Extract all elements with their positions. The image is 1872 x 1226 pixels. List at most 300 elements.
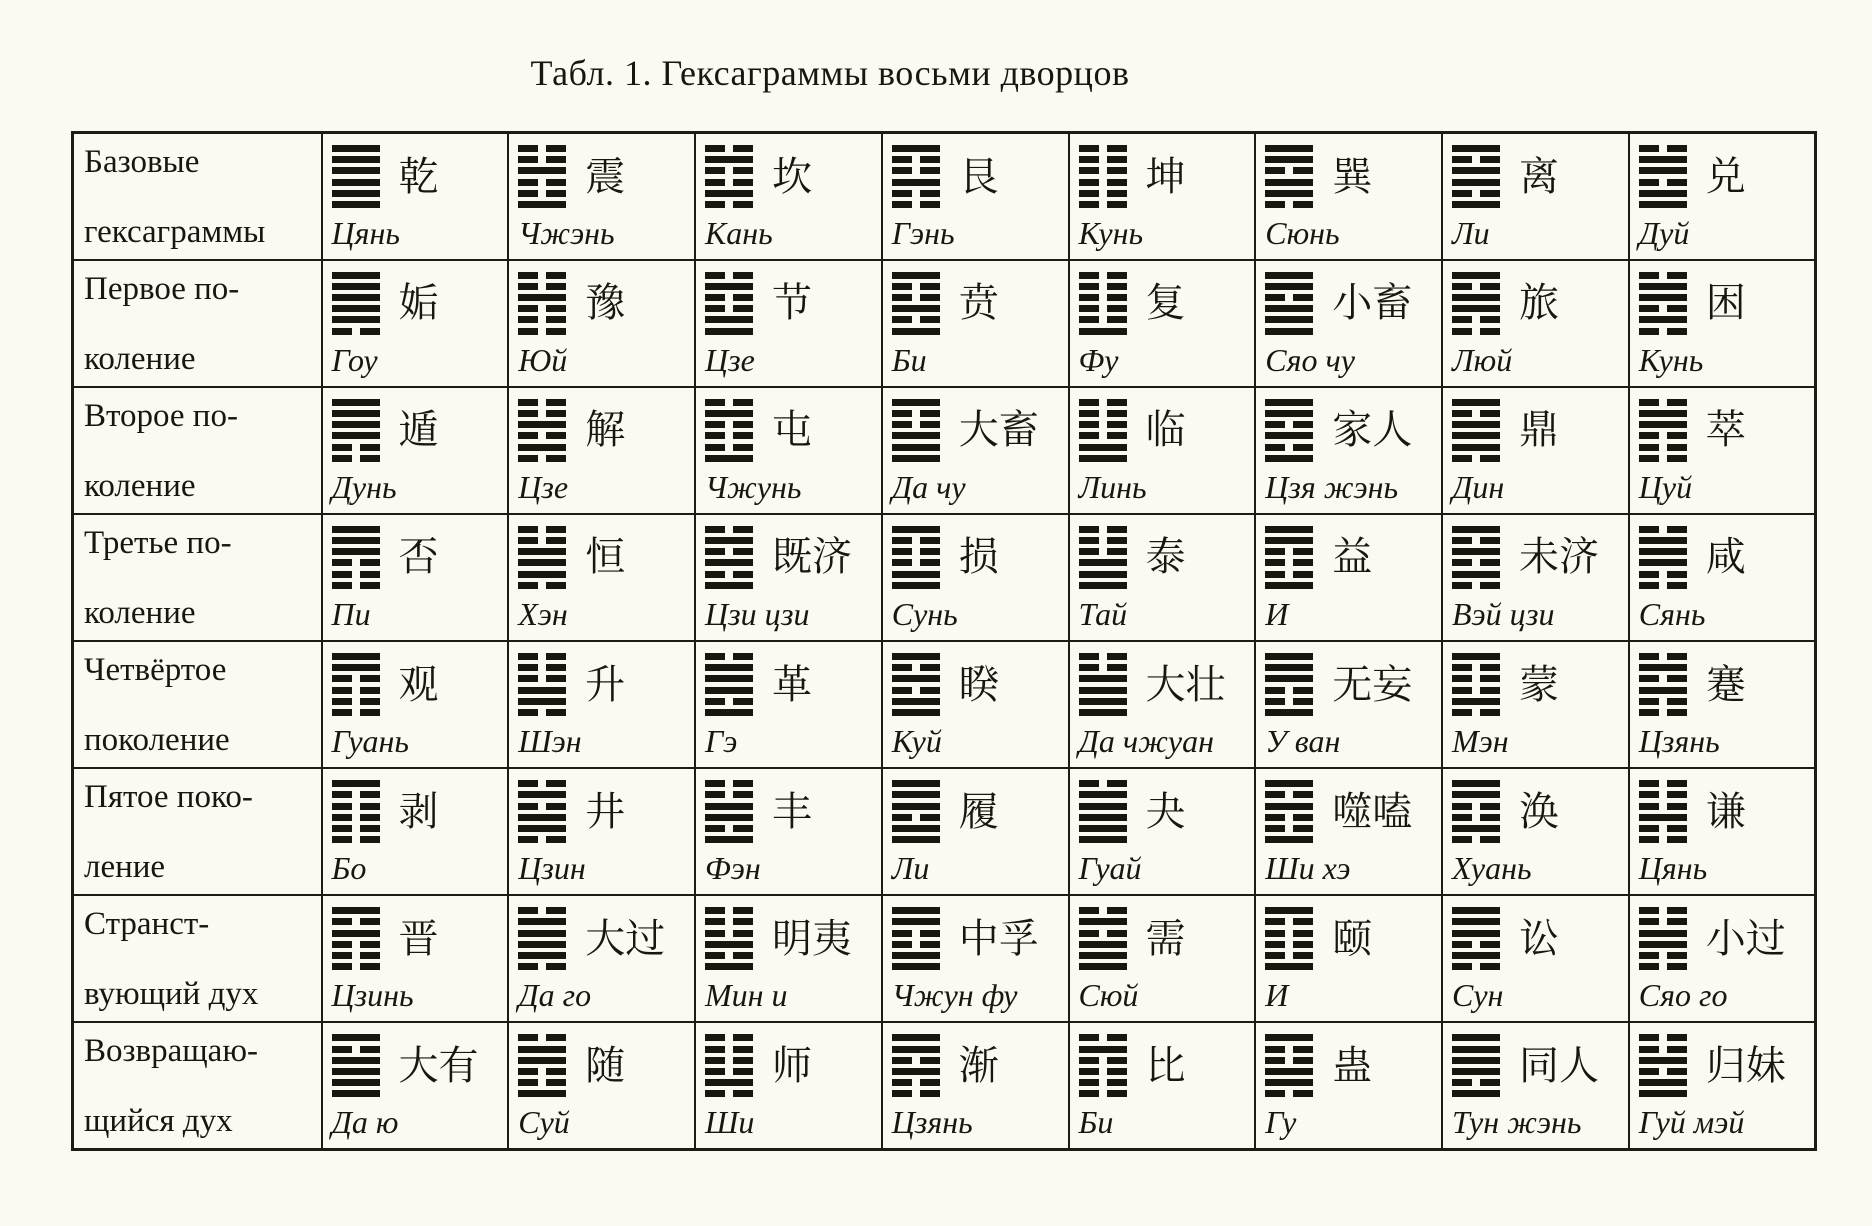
yang-line [705,410,753,417]
yang-line [1452,399,1500,406]
hexagram-cell [1629,895,1816,1022]
yin-segment [1667,963,1687,970]
yin-line [332,571,380,578]
yin-segment [1107,201,1127,208]
hexagram-hanzi: 坎 [772,153,812,200]
yin-line [705,294,753,301]
hexagram-cell [882,387,1069,514]
hexagram-symbol [892,653,940,716]
hexagram-hanzi: 无妄 [1332,661,1413,708]
yin-segment [892,410,912,417]
yin-segment [1639,444,1659,451]
yin-line [1452,410,1500,417]
yin-line [1639,305,1687,312]
yin-line [892,421,940,428]
yang-line [705,328,753,335]
yin-segment [546,537,566,544]
yin-segment [1265,1046,1285,1053]
yang-line [1079,836,1127,843]
yin-segment [1639,432,1659,439]
hexagram-cell [882,133,1069,260]
yang-line [332,548,380,555]
hexagram-cell [1069,260,1256,387]
yin-line [1639,145,1687,152]
hexagram-cell [508,1022,695,1149]
hexagram-cell-content [696,388,881,513]
yin-line [1639,1068,1687,1075]
yang-line [892,918,940,925]
hexagram-symbol [892,907,940,970]
yin-segment [1293,444,1313,451]
yin-line [332,825,380,832]
yin-segment [920,548,940,555]
hexagram-row [1452,1034,1624,1097]
yin-segment [920,156,940,163]
yang-line [892,907,940,914]
hexagram-cell-content [323,1023,508,1148]
yin-segment [733,167,753,174]
yin-segment [1107,548,1127,555]
hexagram-hanzi: 否 [398,534,439,581]
yin-segment [892,941,912,948]
yin-line [1079,907,1127,914]
yin-line [892,294,940,301]
yin-line [705,167,753,174]
table-row [73,641,1816,768]
yin-line [705,698,753,705]
table-row [73,260,1816,387]
yin-line [1079,1057,1127,1064]
yin-segment [1452,455,1472,462]
hexagram-hanzi: 泰 [1145,534,1186,581]
hexagram-cell [882,260,1069,387]
hexagram-hanzi: 困 [1705,280,1746,327]
yin-line [892,941,940,948]
yin-line [518,1068,566,1075]
hexagram-name: Сяо чу [1265,341,1355,378]
yin-line [892,410,940,417]
yin-line [332,455,380,462]
yin-line [1639,675,1687,682]
yin-segment [1293,814,1313,821]
hexagram-row [892,780,1064,843]
hexagram-hanzi: 震 [585,153,626,200]
yang-line [332,190,380,197]
yin-segment [733,526,753,533]
yin-segment [920,664,940,671]
hexagram-row [892,907,1064,970]
yin-segment [1480,410,1500,417]
yin-segment [1107,283,1127,290]
hexagram-cell [882,514,1069,641]
yin-segment [733,305,753,312]
hexagram-cell [508,895,695,1022]
hexagram-cell [508,260,695,387]
hexagram-cell-content [883,261,1068,386]
yin-segment [1452,963,1472,970]
hexagram-symbol [705,145,753,208]
yin-segment [892,1057,912,1064]
yin-segment [332,328,352,335]
yang-line [518,1046,566,1053]
hexagram-cell-content [696,642,881,767]
yin-line [705,1068,753,1075]
yin-segment [705,907,725,914]
yin-line [1079,305,1127,312]
yin-segment [1265,952,1285,959]
yang-line [892,444,940,451]
table-row [73,387,1816,514]
yin-line [1079,294,1127,301]
yin-segment [1293,687,1313,694]
hexagram-symbol [1452,653,1500,716]
yin-segment [546,1034,566,1041]
yin-segment [518,526,538,533]
hexagram-row [1639,653,1810,716]
yin-segment [1079,421,1099,428]
yin-segment [1293,930,1313,937]
hexagram-symbol [1639,907,1687,970]
yin-segment [518,272,538,279]
yin-segment [1452,1079,1472,1086]
hexagram-name: Сюй [1078,977,1139,1014]
yin-segment [1265,825,1285,832]
hexagram-cell [1442,133,1629,260]
yin-segment [1079,1057,1099,1064]
yin-segment [360,918,380,925]
hexagram-row [705,399,877,462]
hexagram-cell-content [1630,515,1814,640]
yang-line [892,526,940,533]
yin-segment [705,272,725,279]
yin-segment [1639,526,1659,533]
yang-line [332,780,380,787]
hexagram-name: Сянь [1638,596,1706,632]
hexagram-cell [322,133,509,260]
yin-line [705,272,753,279]
yang-line [1079,803,1127,810]
yin-line [1452,709,1500,716]
yin-segment [892,559,912,566]
yin-segment [360,963,380,970]
yang-line [1079,709,1127,716]
yin-segment [518,328,538,335]
yin-segment [546,455,566,462]
yin-segment [733,272,753,279]
hexagram-cell [508,514,695,641]
yin-line [1639,791,1687,798]
yang-line [332,316,380,323]
yin-line [892,664,940,671]
yin-segment [546,963,566,970]
yin-segment [1667,791,1687,798]
hexagram-hanzi: 临 [1145,407,1186,454]
yin-line [1265,941,1313,948]
yin-segment [546,1068,566,1075]
hexagram-symbol [1265,907,1313,970]
yin-segment [332,941,352,948]
yin-line [705,1090,753,1097]
yang-line [1079,825,1127,832]
yin-segment [360,1046,380,1053]
yang-line [1079,559,1127,566]
yin-segment [1639,836,1659,843]
yin-segment [733,444,753,451]
hexagram-row [518,399,690,462]
hexagram-symbol [705,653,753,716]
yin-segment [518,780,538,787]
yin-segment [1265,918,1285,925]
yin-line [518,803,566,810]
hexagram-row [1265,653,1437,716]
yin-segment [1265,1057,1285,1064]
hexagram-hanzi: 晋 [398,915,439,962]
hexagram-name: Сяо го [1638,977,1728,1014]
hexagram-symbol [705,399,753,462]
hexagram-cell [1255,641,1442,768]
row-label-line: коление [84,595,196,631]
hexagram-hanzi: 家人 [1332,407,1413,454]
yin-segment [705,294,725,301]
row-label-line: коление [84,467,196,504]
hexagram-name: Цуй [1638,468,1693,505]
hexagram-cell [322,387,509,514]
hexagram-row [1452,526,1624,589]
hexagram-name: Люй [1452,341,1513,378]
yin-segment [892,1079,912,1086]
yin-segment [1639,709,1659,716]
yin-segment [546,836,566,843]
yang-line [332,653,380,660]
yang-line [332,294,380,301]
hexagram-cell-content [1630,1023,1814,1148]
yin-segment [1107,1090,1127,1097]
yin-line [1079,201,1127,208]
hexagram-hanzi: 随 [585,1042,626,1089]
yang-line [518,698,566,705]
yin-line [518,963,566,970]
hexagram-row [1452,780,1624,843]
hexagram-cell [1629,133,1816,260]
yin-line [1452,803,1500,810]
hexagram-cell [1629,768,1816,895]
yang-line [1452,444,1500,451]
hexagram-hanzi: 噬嗑 [1332,788,1413,835]
yang-line [332,930,380,937]
yin-segment [1667,526,1687,533]
yin-line [1265,791,1313,798]
yin-segment [892,930,912,937]
hexagram-row [1079,653,1251,716]
hexagram-hanzi: 旅 [1519,280,1559,327]
yang-line [1639,167,1687,174]
yin-segment [1079,1034,1099,1041]
hexagram-symbol [1452,272,1500,335]
yin-segment [1667,709,1687,716]
yin-segment [1639,571,1659,578]
yin-segment [332,791,352,798]
hexagram-cell-content [1070,261,1255,386]
hexagram-cell-content [883,642,1068,767]
hexagram-symbol [1639,653,1687,716]
yin-segment [1667,432,1687,439]
hexagram-hanzi: 姤 [398,280,439,327]
yang-line [1452,145,1500,152]
yin-segment [705,1034,725,1041]
hexagram-hanzi: 屯 [772,407,812,454]
row-label-line: щийся дух [84,1103,233,1139]
yin-segment [1265,294,1285,301]
yin-segment [1293,294,1313,301]
yin-line [518,675,566,682]
row-label [74,896,321,1021]
yang-line [332,283,380,290]
yin-segment [892,814,912,821]
yin-segment [705,1046,725,1053]
yin-line [1639,780,1687,787]
hexagram-symbol [332,1034,380,1097]
yin-line [332,803,380,810]
yang-line [1452,907,1500,914]
yin-line [518,582,566,589]
yin-segment [1667,825,1687,832]
yang-line [1452,305,1500,312]
yin-line [705,432,753,439]
yin-segment [332,559,352,566]
yin-segment [920,1090,940,1097]
yin-line [1639,952,1687,959]
yang-line [1265,455,1313,462]
hexagram-hanzi: 兑 [1705,153,1746,200]
yin-segment [1293,1090,1313,1097]
hexagram-name: Ши хэ [1265,850,1351,887]
yin-segment [1293,952,1313,959]
yin-line [1265,814,1313,821]
yin-line [1452,675,1500,682]
yin-line [1639,432,1687,439]
yin-segment [1639,918,1659,925]
yang-line [518,1090,566,1097]
yin-segment [892,294,912,301]
yin-segment [360,952,380,959]
hexagram-cell-content [1256,769,1441,894]
yang-line [518,167,566,174]
row-label-cell [73,768,322,895]
yin-segment [1667,698,1687,705]
hexagram-row [892,399,1064,462]
yin-segment [705,952,725,959]
yin-segment [920,167,940,174]
hexagram-row [892,1034,1064,1097]
hexagram-row [1265,780,1437,843]
yin-segment [1639,328,1659,335]
yin-segment [920,421,940,428]
yin-segment [1667,1068,1687,1075]
yin-segment [1667,305,1687,312]
hexagram-row [1265,907,1437,970]
hexagram-name: Би [891,341,927,378]
yin-segment [733,780,753,787]
yang-line [518,918,566,925]
yin-segment [733,1090,753,1097]
yin-line [1452,836,1500,843]
yang-line [892,571,940,578]
yin-segment [360,687,380,694]
row-label [74,261,321,386]
yang-line [1452,930,1500,937]
row-label-cell [73,133,322,260]
hexagram-cell [882,895,1069,1022]
hexagram-cell-content [1070,642,1255,767]
hexagram-cell [1255,260,1442,387]
yin-segment [733,548,753,555]
yin-line [1639,907,1687,914]
yin-segment [1265,548,1285,555]
yin-segment [1079,537,1099,544]
yin-segment [518,432,538,439]
yin-line [1452,190,1500,197]
yin-segment [360,328,380,335]
yang-line [1265,907,1313,914]
yang-line [1639,201,1687,208]
yin-line [1265,201,1313,208]
yin-line [1639,444,1687,451]
yang-line [1639,814,1687,821]
yin-segment [705,698,725,705]
yin-segment [518,1034,538,1041]
yang-line [1452,1034,1500,1041]
yin-segment [1265,698,1285,705]
hexagram-hanzi: 涣 [1519,788,1559,835]
yin-line [1639,918,1687,925]
yin-line [518,907,566,914]
yin-segment [733,930,753,937]
hexagram-row [518,907,690,970]
yin-segment [1452,559,1472,566]
hexagram-cell [508,768,695,895]
hexagram-cell [1442,387,1629,514]
yin-segment [1107,410,1127,417]
hexagram-cell [1069,514,1256,641]
yang-line [1639,548,1687,555]
hexagram-cell-content [1443,515,1628,640]
hexagram-hanzi: 剥 [398,788,439,835]
yin-segment [1639,455,1659,462]
yin-segment [1480,283,1500,290]
yin-line [1265,294,1313,301]
yin-line [705,201,753,208]
yin-segment [1452,537,1472,544]
yin-line [1079,145,1127,152]
hexagram-symbol [332,907,380,970]
yin-segment [920,941,940,948]
hexagram-symbol [705,907,753,970]
hexagram-hanzi: 小过 [1705,915,1786,962]
yin-segment [1293,167,1313,174]
hexagram-cell [1255,514,1442,641]
yang-line [332,305,380,312]
hexagram-hanzi: 鼎 [1519,407,1559,454]
yin-segment [360,803,380,810]
yin-segment [920,537,940,544]
yang-line [1265,432,1313,439]
yin-segment [920,687,940,694]
hexagram-symbol [1639,526,1687,589]
yin-line [1452,283,1500,290]
yin-segment [1480,836,1500,843]
yin-segment [892,687,912,694]
hexagram-cell [1442,641,1629,768]
